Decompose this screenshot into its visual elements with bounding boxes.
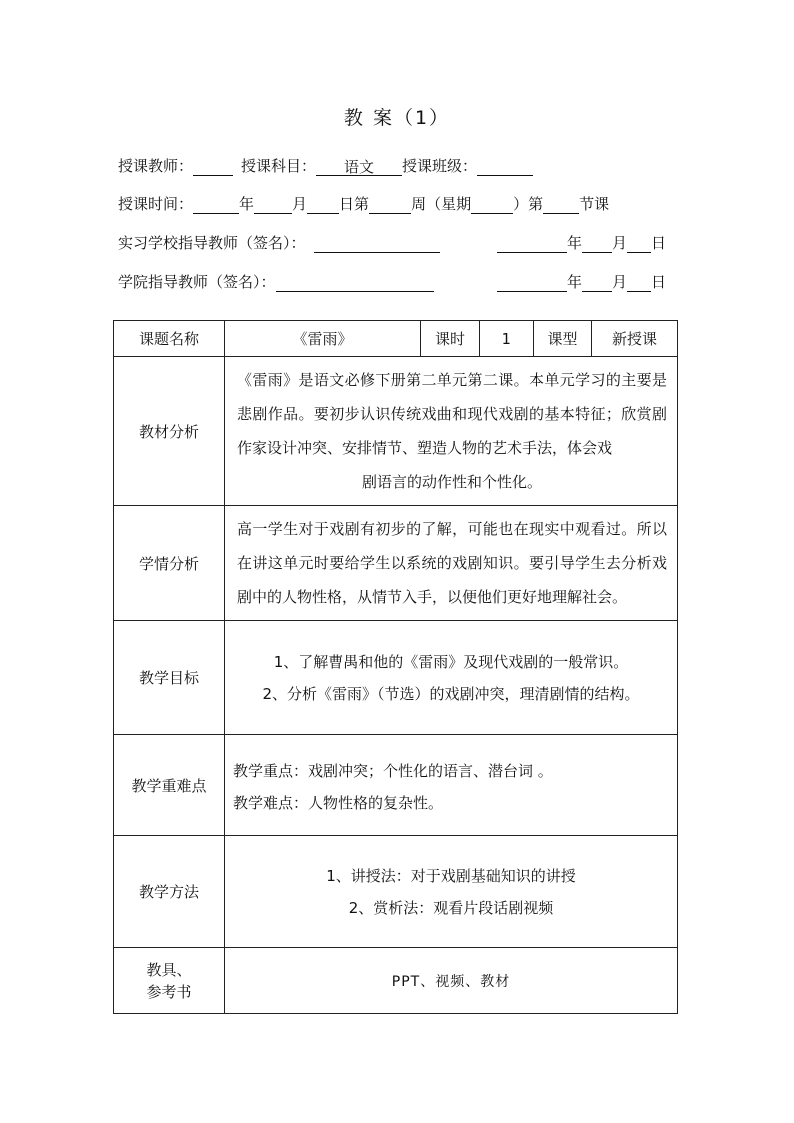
student-label: 学情分析 xyxy=(114,506,225,621)
school-month-label: 月 xyxy=(612,234,628,252)
school-month-blank[interactable] xyxy=(582,236,612,253)
college-day-label: 日 xyxy=(651,273,667,291)
analysis-text: 《雷雨》是语文必修下册第二单元第二课。本单元学习的主要是悲剧作品。要初步认识传统戏曲和现代戏剧的基本特征；欣赏剧作家设计冲突、安排情节、塑造人物的艺术手法，体会戏 xyxy=(237,371,667,457)
school-year-label: 年 xyxy=(567,234,583,252)
period-label: 节课 xyxy=(579,195,610,213)
key-2: 教学难点：人物性格的复杂性。 xyxy=(233,794,444,812)
method-1: 1、讲授法：对于戏剧基础知识的讲授 xyxy=(326,866,576,885)
teacher-blank[interactable] xyxy=(193,159,233,176)
teacher-label: 授课教师： xyxy=(118,157,194,175)
year-label: 年 xyxy=(239,195,255,213)
school-supervisor-signature[interactable] xyxy=(314,236,440,253)
table-row xyxy=(114,357,678,506)
class-blank[interactable] xyxy=(477,159,533,176)
type-label: 课型 xyxy=(534,321,592,357)
day-blank[interactable] xyxy=(307,197,339,214)
table-row xyxy=(114,506,678,621)
college-supervisor-line xyxy=(118,271,434,292)
tools-value: PPT、视频、教材 xyxy=(225,948,678,1014)
table-row xyxy=(114,948,678,1014)
method-2: 2、赏析法：观看片段话剧视频 xyxy=(348,898,554,917)
week-blank[interactable] xyxy=(369,197,411,214)
tools-label-cell xyxy=(114,948,225,1014)
student-text: 高一学生对于戏剧有初步的了解，可能也在现实中观看过。所以在讲这单元时要给学生以系统的戏剧知识。要引导学生去分析戏剧中的人物性格，从情节入手，以便他们更好地理解社会。 xyxy=(237,520,667,606)
school-day-blank[interactable] xyxy=(627,236,651,253)
school-supervisor-date xyxy=(497,232,666,253)
month-blank[interactable] xyxy=(254,197,292,214)
tools-label-1: 教具、 xyxy=(146,960,192,979)
method-cell xyxy=(225,836,678,948)
hours-label: 课时 xyxy=(421,321,480,357)
period-prefix-label: ）第 xyxy=(513,195,544,213)
college-supervisor-signature[interactable] xyxy=(276,275,434,292)
college-supervisor-date xyxy=(497,271,666,292)
type-value: 新授课 xyxy=(592,321,678,357)
school-year-blank[interactable] xyxy=(497,236,567,253)
table-row xyxy=(114,321,678,357)
weekday-blank[interactable] xyxy=(471,197,513,214)
college-supervisor-label: 学院指导教师（签名）： xyxy=(118,273,276,291)
topic-label: 课题名称 xyxy=(114,321,225,357)
goal-1: 1、了解曹禺和他的《雷雨》及现代戏剧的一般常识。 xyxy=(273,652,629,671)
tools-label-2: 参考书 xyxy=(146,982,192,1001)
weekday-label: 周（星期 xyxy=(411,195,472,213)
page-title: 教 案（1） xyxy=(343,107,451,129)
key-cell xyxy=(225,735,678,836)
teacher-subject-class-line xyxy=(118,155,533,176)
key-1: 教学重点：戏剧冲突；个性化的语言、潜台词 。 xyxy=(233,762,553,780)
analysis-text-last: 剧语言的动作性和个性化。 xyxy=(361,473,542,491)
college-year-blank[interactable] xyxy=(497,275,567,292)
college-month-label: 月 xyxy=(612,273,628,291)
time-line xyxy=(118,193,609,214)
goals-cell xyxy=(225,621,678,735)
analysis-cell xyxy=(225,357,678,506)
year-blank[interactable] xyxy=(193,197,239,214)
time-label: 授课时间： xyxy=(118,195,194,213)
goal-2: 2、分析《雷雨》（节选）的戏剧冲突，理清剧情的结构。 xyxy=(262,684,640,703)
school-supervisor-line xyxy=(118,232,440,253)
subject-value[interactable]: 语文 xyxy=(316,159,402,176)
month-label: 月 xyxy=(292,195,308,213)
key-label: 教学重难点 xyxy=(114,735,225,836)
table-row xyxy=(114,836,678,948)
subject-label: 授课科目： xyxy=(241,157,317,175)
college-month-blank[interactable] xyxy=(582,275,612,292)
method-label: 教学方法 xyxy=(114,836,225,948)
table-row xyxy=(114,621,678,735)
class-label: 授课班级： xyxy=(402,157,478,175)
day-week-label: 日第 xyxy=(339,195,370,213)
period-blank[interactable] xyxy=(543,197,579,214)
table-row xyxy=(114,735,678,836)
college-day-blank[interactable] xyxy=(627,275,651,292)
school-supervisor-label: 实习学校指导教师（签名）： xyxy=(118,234,306,252)
student-cell xyxy=(225,506,678,621)
topic-value: 《雷雨》 xyxy=(225,321,421,357)
hours-value: 1 xyxy=(480,321,534,357)
goals-label: 教学目标 xyxy=(114,621,225,735)
lesson-plan-table xyxy=(113,320,678,1014)
college-year-label: 年 xyxy=(567,273,583,291)
school-day-label: 日 xyxy=(651,234,667,252)
analysis-label: 教材分析 xyxy=(114,357,225,506)
